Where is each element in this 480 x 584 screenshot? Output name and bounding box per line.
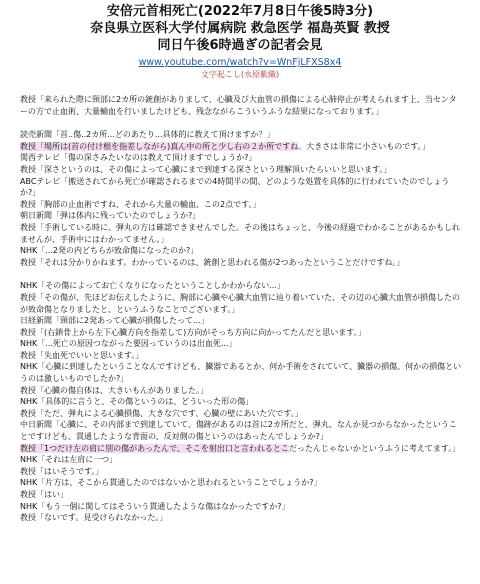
transcript-line: 教授「胸部の止血術ですね、それから大量の輸血、この2点です。」 xyxy=(20,199,261,209)
document-event: 同日午後6時過ぎの記者会見 xyxy=(157,38,323,53)
transcript-line xyxy=(20,141,462,153)
transcript-line: 教授「はいそうです。」 xyxy=(20,466,104,476)
transcript-line: 中日新聞「心臓に、その内部まで到達していて、傷跡があるのは首に2カ所だと、弾丸、なんか見つからなかったということですけども、貫通したような背面の、反対側の傷というのはあったんでしょうか?」 xyxy=(20,420,457,442)
transcription-credit: 文字起こし(水原紫織) xyxy=(200,70,280,79)
transcript-line: 教授「来られた際に頸部に2カ所の銃創がありまして、心臓及び大血管の損傷による心肺停止が考えられます上、当センターの方で止血術、大量輸血を行いましたけども、残念ながらこういうふうな結果になっております。」 xyxy=(20,95,457,116)
transcript-line: 教授「ないです。見受けられなかった。」 xyxy=(20,513,168,523)
transcript-line: ABCテレビ「搬送されてから死亡が確認されるまでの4時間半の間、どのような処置を具体的に行われていたのでしょうか?」 xyxy=(20,176,450,198)
transcript-body xyxy=(0,94,480,524)
transcript-line: 教授「手術している時に、弾丸の方は確認できませんでした。その後はちょっと、今後の経過でわかることがあるかもしれませんが、手術中にはわかってません。」 xyxy=(20,222,460,244)
youtube-link[interactable]: www.youtube.com/watch?v=WnFjLFXS8x4 xyxy=(138,57,342,68)
document-title: 安倍元首相死亡(2022年7月8日午後5時3分) xyxy=(106,4,374,19)
transcript-line: 教授「はい」 xyxy=(20,490,68,499)
transcript-line: 教授「失血死でいいと思います。」 xyxy=(20,350,144,360)
transcript-line: NHK「心臓に到達したということなんですけども、臓器であるとか、何か手術をされていて、臓器の損傷、何かの損傷というのは激しいものでしたか?」 xyxy=(20,362,462,384)
transcript-line: NHK「具体的に言うと、その傷というのは、どういった形の傷」 xyxy=(20,397,254,407)
transcript-line xyxy=(20,443,462,455)
transcript-line: 教授「その傷が、先ほどお伝えしたように、胸部に心臓や心臓大血管に辿り着いていた、その辺の心臓大血管が損傷したのが致命傷となりましたと、というふうなことでございます。」 xyxy=(20,292,460,314)
transcript-line: 日経新聞「頸部に2発あって心臓が損傷したって...」 xyxy=(20,316,209,326)
transcript-line: NHK「...2発の内どちらが致命傷になったのか?」 xyxy=(20,246,199,256)
transcript-line: NHK「それは左肩に一つ」 xyxy=(20,455,118,465)
highlighted-text: 教授「1つだけ左の肩に別の傷があったんで、そこを射出口と言われるとこ xyxy=(20,443,289,453)
transcript-line: 教授「心臓の傷自体は、大きいもんがありました。」 xyxy=(20,385,208,395)
transcript-line: 読売新聞「首..傷..2カ所...どのあたり...具体的に教えて頂けますか？」 xyxy=(20,130,275,140)
transcript-text: だったんじゃないかというふうに考えてます。」 xyxy=(288,443,461,453)
transcript-line: NHK「片方は、そこから貫通したのではないかと思われるということでしょうか?」 xyxy=(20,478,322,488)
transcript-line: 朝日新聞「弾は体内に残っていたのでしょうか?」 xyxy=(20,211,201,221)
highlighted-text: 教授「場所は(首の付け根を指差しながら)真ん中の所と少し右の２か所ですね xyxy=(20,141,299,151)
document-subtitle: 奈良県立医科大学付属病院 救急医学 福島英賢 教授 xyxy=(90,21,390,36)
transcript-line: 教授「(右鎖骨上から左下心臓方向を指差して)方向がそっち方向に向かってたんだと思います。」 xyxy=(20,327,366,337)
transcript-text: 。大きさは非常に小さいものです。」 xyxy=(298,141,430,151)
transcript-line: NHK「その傷によってお亡くなりになったということしかわからない...」 xyxy=(20,281,285,291)
transcript-line: 教授「ただ、弾丸による心臓損傷、大きな穴です、心臓の壁にあいた穴です。」 xyxy=(20,408,303,418)
transcript-line: 教授「それは分かりかねます。わかっているのは、銃創と思われる傷が2つあったということだけですね。」 xyxy=(20,257,405,267)
transcript-line: NHK「...死亡の原因つながった要因っていうのは出血死...」 xyxy=(20,339,237,349)
transcript-line: 教授「深さというのは、その傷によって心臓にまで到達する深さという理解頂いたらいいと思います。」 xyxy=(20,164,392,174)
transcript-line: NHK「もう一個に関してはそういう貫通したような傷はなかったですか?」 xyxy=(20,501,290,511)
transcript-line: 関西テレビ「傷の深さみたいなのは教えて頂けますでしょうか?」 xyxy=(20,153,257,163)
